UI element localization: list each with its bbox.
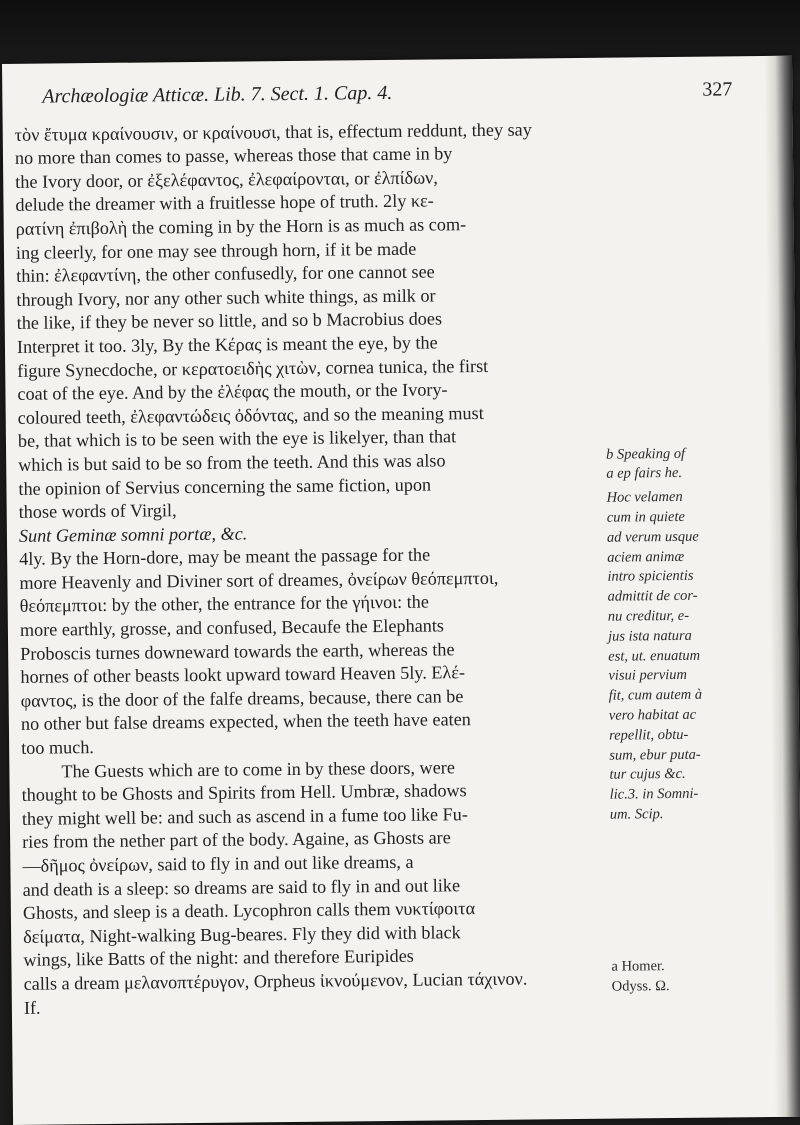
book-gutter-shadow: [764, 56, 800, 1117]
text-line: If.: [23, 997, 41, 1018]
margin-note-line: lic.3. in Somni-: [609, 785, 699, 803]
text-line: Interpret it too. 3ly, By the Κέρας is meant the eye, by the: [16, 332, 438, 357]
text-line: no other but false dreams expected, when the teeth have eaten: [20, 709, 471, 735]
text-line: δείματα, Night-walking Bug-beares. Fly they did with black: [23, 922, 461, 947]
text-line: ing cleerly, for one may see through horn, if it be made: [15, 238, 417, 263]
page-body: [15, 116, 766, 1020]
text-line: no more than comes to passe, whereas those that came in by: [14, 143, 453, 169]
margin-note-line: sum, ebur puta-: [609, 746, 701, 764]
margin-note-line: intro spicientis: [607, 568, 694, 586]
text-line: the opinion of Servius concerning the same fiction, upon: [18, 474, 432, 499]
text-line: Sunt Geminæ somni portæ, &c.: [18, 523, 248, 546]
margin-note-line: b Speaking of: [606, 445, 686, 463]
text-line: be, that which is to be seen with the eye is likelyer, than that: [17, 426, 457, 452]
text-line: ries from the nether part of the body. Againe, as Ghosts are: [22, 827, 451, 853]
text-lines: [15, 117, 604, 1020]
margin-note-line: ad verum usque: [606, 528, 699, 546]
margin-note-line: vero habitat ac: [608, 706, 697, 724]
page-number: 327: [702, 78, 733, 101]
margin-note-line: est, ut. enuatum: [608, 647, 701, 665]
text-line: more Heavenly and Diviner sort of dreames, ὀνείρων θεόπεμπτοι,: [19, 567, 499, 593]
text-line: calls a dream μελανοπτέρυγον, Orpheus ἰκνούμενον, Lucian τάχινον.: [23, 968, 528, 994]
margin-note-line: Odyss. Ω.: [611, 977, 670, 995]
text-line: the Ivory door, or ἐξελέφαντος, ἐλεφαίρονται, or ἐλπίδων,: [15, 167, 438, 192]
page-text-block: [14, 78, 766, 1020]
margin-note-line: Hoc velamen: [606, 489, 683, 506]
margin-note-line: tur cujus &c.: [609, 766, 686, 784]
text-line: The Guests which are to come in by these doors, were: [61, 756, 455, 782]
text-line: φαντος, is the door of the falfe dreams, because, there can be: [20, 686, 464, 711]
main-text-column: [15, 117, 604, 1020]
text-line: thought to be Ghosts and Spirits from Hell. Umbræ, shadows: [21, 780, 467, 806]
margin-note-line: repellit, obtu-: [608, 726, 689, 744]
text-line: wings, like Batts of the night: and therefore Euripides: [23, 946, 414, 971]
margin-note-line: admittit de cor-: [607, 587, 698, 605]
text-line: delude the dreamer with a fruitlesse hope of truth. 2ly κε-: [15, 190, 434, 216]
margin-note-line: visui pervium: [608, 667, 688, 685]
text-line: τὸν ἔτυμα κραίνουσιν, or κραίνουσι, that is, effectum reddunt, they say: [14, 119, 532, 145]
margin-note-line: a ep fairs he.: [606, 465, 683, 483]
text-line: through Ivory, nor any other such white things, as milk or: [16, 285, 436, 310]
text-line: —δῆμος ὀνείρων, said to fly in and out like dreams, a: [22, 851, 414, 876]
margin-note-line: a Homer.: [611, 957, 665, 975]
text-line: and death is a sleep: so dreams are said to fly in and out like: [22, 874, 461, 900]
text-line: hornes of other beasts lookt upward toward Heaven 5ly. Ελέ-: [20, 662, 466, 688]
text-line: 4ly. By the Horn-dore, may be meant the passage for the: [19, 544, 431, 570]
text-line: too much.: [21, 737, 95, 758]
text-line: coat of the eye. And by the ἐλέφας the mouth, or the Ivory-: [17, 379, 448, 404]
margin-note-line: fit, cum autem à: [608, 686, 703, 704]
margin-note-line: aciem animæ: [607, 548, 685, 566]
text-line: the like, if they be never so little, and so b Macrobius does: [16, 308, 443, 334]
margin-notes-column: [603, 116, 762, 1014]
margin-note-line: um. Scip.: [609, 806, 664, 823]
text-line: figure Synecdoche, or κερατοειδὴς χιτὼν, cornea tunica, the first: [17, 355, 489, 381]
text-line: Ghosts, and sleep is a death. Lycophron calls them νυκτίφοιτα: [22, 898, 476, 924]
margin-note-line: cum in quiete: [606, 508, 685, 526]
running-title: Archæologiæ Atticæ. Lib. 7. Sect. 1. Cap. 4.: [42, 81, 393, 108]
margin-note-line: jus ista natura: [607, 627, 692, 645]
text-line: Proboscis turnes downeward towards the earth, whereas the: [20, 638, 455, 664]
text-line: thin: ἐλεφαντίνη, the other confusedly, for one cannot see: [16, 261, 435, 287]
text-line: those words of Virgil,: [18, 500, 177, 522]
text-line: ρατίνη ἐπιβολὴ the coming in by the Horn is as much as com-: [15, 214, 467, 239]
margin-note-line: nu creditur, e-: [607, 607, 690, 625]
text-line: they might well be: and such as ascend in a fume too like Fu-: [21, 803, 468, 829]
text-line: which is but said to be so from the teeth. And this was also: [18, 450, 446, 475]
book-page: [2, 56, 800, 1125]
running-header: [42, 78, 756, 109]
text-line: coloured teeth, ἐλεφαντώδεις ὀδόντας, and so the meaning must: [17, 402, 484, 428]
text-line: more earthly, grosse, and confused, Becaufe the Elephants: [19, 615, 445, 640]
text-line: θεόπεμπτοι: by the other, the entrance for the γήινοι: the: [19, 592, 429, 617]
